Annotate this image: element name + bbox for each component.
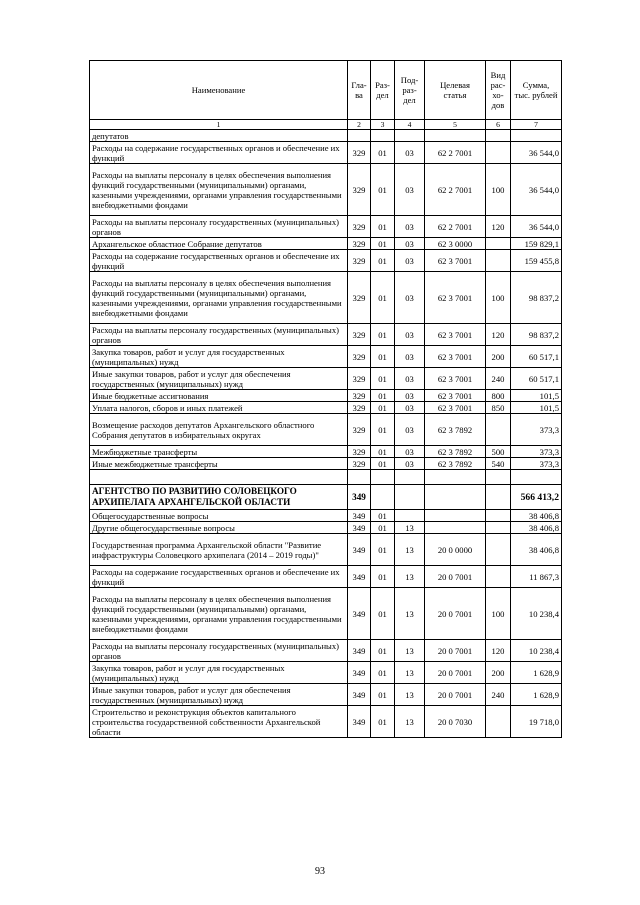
cell-chapter: 329 [348,446,371,458]
cell-amount: 373,3 [511,414,562,446]
cell-name: Расходы на выплаты персоналу государственных (муниципальных) органов [90,324,348,346]
cell-chapter: 329 [348,272,371,324]
header-chapter-text: Гла- ва [351,80,367,100]
cell-chapter: 329 [348,216,371,238]
cell-name: Иные межбюджетные трансферты [90,458,348,470]
column-number: 5 [425,120,486,130]
table-row [90,458,562,470]
table-body [90,130,562,738]
cell-subsection: 03 [395,446,425,458]
cell-name: Возмещение расходов депутатов Архангельского областного Собрания депутатов в избирательных округах [90,414,348,446]
cell-chapter: 349 [348,522,371,534]
cell-target: 20 0 7001 [425,588,486,640]
cell-expense-type: 540 [486,458,511,470]
cell-subsection: 03 [395,142,425,164]
cell-target: 20 0 0000 [425,534,486,566]
table-row [90,250,562,272]
cell-expense-type: 200 [486,662,511,684]
table-row [90,142,562,164]
cell-chapter: 329 [348,164,371,216]
cell-name: Общегосударственные вопросы [90,510,348,522]
cell-target: 62 2 7001 [425,216,486,238]
table-row [90,522,562,534]
table-row [90,390,562,402]
cell-target: 62 3 7001 [425,250,486,272]
cell-amount: 36 544,0 [511,216,562,238]
cell-expense-type [486,534,511,566]
cell-amount: 1 628,9 [511,662,562,684]
table-row [90,216,562,238]
cell-target: 62 3 7892 [425,458,486,470]
table-row [90,368,562,390]
cell-chapter: 349 [348,566,371,588]
cell-name: Расходы на выплаты персоналу государственных (муниципальных) органов [90,640,348,662]
cell-target [425,130,486,142]
table-row [90,238,562,250]
cell-target: 62 3 7001 [425,402,486,414]
cell-target: 20 0 7001 [425,684,486,706]
cell-subsection: 03 [395,390,425,402]
cell-chapter: 329 [348,250,371,272]
table-row [90,640,562,662]
cell-section: 01 [371,324,395,346]
header-target [425,61,486,120]
cell-amount: 11 867,3 [511,566,562,588]
cell-section: 01 [371,566,395,588]
cell-subsection: 13 [395,640,425,662]
cell-name: Расходы на содержание государственных органов и обеспечение их функций [90,142,348,164]
cell-section: 01 [371,446,395,458]
cell-chapter: 329 [348,368,371,390]
cell-target: 20 0 7001 [425,662,486,684]
cell-chapter: 329 [348,458,371,470]
cell-section: 01 [371,510,395,522]
cell-subsection: 13 [395,534,425,566]
table-row [90,446,562,458]
header-chapter [348,61,371,120]
column-number: 4 [395,120,425,130]
table-row [90,470,562,485]
table-row [90,346,562,368]
table-row [90,662,562,684]
cell-section: 01 [371,368,395,390]
cell-section [371,130,395,142]
cell-expense-type: 100 [486,272,511,324]
cell-amount: 1 628,9 [511,684,562,706]
cell-section: 01 [371,238,395,250]
cell-chapter: 349 [348,640,371,662]
cell-name: Расходы на выплаты персоналу государственных (муниципальных) органов [90,216,348,238]
cell-name: Расходы на выплаты персоналу в целях обеспечения выполнения функций государственными (муниципальными) органами, казенными учреждениями, органами управления государственными внебюджетными фондами [90,164,348,216]
cell-chapter: 329 [348,238,371,250]
table-row [90,324,562,346]
cell-target: 62 3 7892 [425,446,486,458]
cell-chapter: 329 [348,324,371,346]
cell-section: 01 [371,662,395,684]
cell-expense-type: 800 [486,390,511,402]
budget-table [89,60,562,738]
table-row [90,130,562,142]
header-target-text: Целевая статья [440,80,470,100]
cell-section [371,485,395,510]
cell-name: Расходы на выплаты персоналу в целях обеспечения выполнения функций государственными (муниципальными) органами, казенными учреждениями, органами управления государственными внебюджетными фондами [90,588,348,640]
cell-target [425,470,486,485]
cell-section: 01 [371,522,395,534]
table-row [90,684,562,706]
cell-amount: 159 829,1 [511,238,562,250]
table-header-row [90,61,562,120]
cell-name: АГЕНТСТВО ПО РАЗВИТИЮ СОЛОВЕЦКОГО АРХИПЕЛАГА АРХАНГЕЛЬСКОЙ ОБЛАСТИ [90,485,348,510]
cell-amount: 60 517,1 [511,368,562,390]
cell-name: Уплата налогов, сборов и иных платежей [90,402,348,414]
cell-subsection: 03 [395,216,425,238]
cell-chapter: 349 [348,706,371,738]
cell-expense-type [486,470,511,485]
cell-name: Расходы на содержание государственных органов и обеспечение их функций [90,250,348,272]
cell-subsection: 03 [395,458,425,470]
cell-chapter [348,130,371,142]
table-row [90,534,562,566]
cell-target [425,485,486,510]
cell-amount: 36 544,0 [511,142,562,164]
cell-section: 01 [371,164,395,216]
cell-name: депутатов [90,130,348,142]
cell-chapter: 329 [348,142,371,164]
table-row [90,588,562,640]
cell-subsection: 03 [395,164,425,216]
cell-expense-type [486,414,511,446]
cell-name: Закупка товаров, работ и услуг для государственных (муниципальных) нужд [90,346,348,368]
cell-target: 20 0 7001 [425,566,486,588]
column-number: 6 [486,120,511,130]
cell-target: 62 3 7001 [425,272,486,324]
cell-name: Расходы на содержание государственных органов и обеспечение их функций [90,566,348,588]
cell-expense-type [486,510,511,522]
cell-target: 20 0 7001 [425,640,486,662]
cell-name: Архангельское областное Собрание депутатов [90,238,348,250]
cell-amount: 19 718,0 [511,706,562,738]
cell-section: 01 [371,706,395,738]
cell-name: Строительство и реконструкция объектов капитального строительства государственной собственности Архангельской области [90,706,348,738]
cell-section: 01 [371,588,395,640]
cell-target: 62 3 7001 [425,390,486,402]
cell-expense-type [486,142,511,164]
cell-name: Межбюджетные трансферты [90,446,348,458]
column-number: 1 [90,120,348,130]
cell-section: 01 [371,684,395,706]
cell-subsection: 03 [395,346,425,368]
cell-chapter: 349 [348,485,371,510]
cell-chapter: 329 [348,414,371,446]
cell-subsection: 03 [395,402,425,414]
cell-target: 62 3 7001 [425,368,486,390]
cell-target: 62 2 7001 [425,142,486,164]
cell-expense-type: 120 [486,324,511,346]
header-name-text: Наименование [191,85,246,95]
cell-amount [511,470,562,485]
cell-amount: 373,3 [511,458,562,470]
table-row [90,566,562,588]
cell-chapter: 349 [348,534,371,566]
cell-chapter: 349 [348,510,371,522]
cell-expense-type: 100 [486,164,511,216]
column-number: 2 [348,120,371,130]
column-number: 3 [371,120,395,130]
cell-expense-type [486,566,511,588]
cell-section: 01 [371,458,395,470]
cell-chapter: 329 [348,390,371,402]
cell-amount: 38 406,8 [511,522,562,534]
cell-subsection [395,130,425,142]
header-section-text: Раз- дел [375,80,390,100]
table-row [90,485,562,510]
cell-amount: 38 406,8 [511,510,562,522]
cell-amount: 60 517,1 [511,346,562,368]
cell-section: 01 [371,414,395,446]
column-number-row [90,120,562,130]
cell-subsection: 03 [395,272,425,324]
cell-target: 62 3 0000 [425,238,486,250]
cell-name: Иные бюджетные ассигнования [90,390,348,402]
cell-subsection: 13 [395,566,425,588]
cell-subsection [395,470,425,485]
cell-section: 01 [371,216,395,238]
cell-subsection: 03 [395,324,425,346]
cell-name: Расходы на выплаты персоналу в целях обеспечения выполнения функций государственными (муниципальными) органами, казенными учреждениями, органами управления государственными внебюджетными фондами [90,272,348,324]
header-expense-type [486,61,511,120]
cell-section: 01 [371,346,395,368]
cell-subsection: 03 [395,238,425,250]
cell-name: Иные закупки товаров, работ и услуг для обеспечения государственных (муниципальных) нужд [90,368,348,390]
table-row [90,510,562,522]
cell-section: 01 [371,402,395,414]
cell-target: 62 3 7892 [425,414,486,446]
cell-chapter: 329 [348,346,371,368]
cell-target: 62 3 7001 [425,346,486,368]
header-amount-text: Сумма, тыс. рублей [514,80,558,100]
cell-subsection: 13 [395,588,425,640]
cell-amount: 98 837,2 [511,324,562,346]
header-section [371,61,395,120]
cell-expense-type [486,706,511,738]
cell-name [90,470,348,485]
cell-amount: 10 238,4 [511,588,562,640]
cell-subsection: 13 [395,706,425,738]
cell-expense-type: 240 [486,684,511,706]
cell-section: 01 [371,250,395,272]
cell-amount: 101,5 [511,390,562,402]
cell-section: 01 [371,534,395,566]
table-row [90,414,562,446]
cell-target: 62 2 7001 [425,164,486,216]
cell-amount: 38 406,8 [511,534,562,566]
cell-expense-type [486,522,511,534]
cell-expense-type [486,130,511,142]
header-subsection-text: Под- раз- дел [400,75,419,105]
cell-chapter: 349 [348,662,371,684]
header-name [90,61,348,120]
cell-expense-type: 120 [486,640,511,662]
cell-chapter [348,470,371,485]
cell-expense-type [486,485,511,510]
column-number: 7 [511,120,562,130]
cell-amount: 159 455,8 [511,250,562,272]
cell-subsection: 13 [395,662,425,684]
cell-expense-type: 100 [486,588,511,640]
header-amount [511,61,562,120]
cell-target: 62 3 7001 [425,324,486,346]
cell-subsection: 03 [395,250,425,272]
header-subsection [395,61,425,120]
cell-expense-type: 240 [486,368,511,390]
cell-amount: 10 238,4 [511,640,562,662]
cell-subsection: 03 [395,368,425,390]
cell-name: Государственная программа Архангельской области "Развитие инфраструктуры Соловецкого архипелага (2014 – 2019 годы)" [90,534,348,566]
cell-chapter: 349 [348,684,371,706]
cell-amount: 36 544,0 [511,164,562,216]
cell-expense-type [486,250,511,272]
cell-expense-type: 850 [486,402,511,414]
cell-amount: 98 837,2 [511,272,562,324]
cell-target: 20 0 7030 [425,706,486,738]
cell-amount [511,130,562,142]
cell-section: 01 [371,272,395,324]
header-expense-type-text: Вид рас- хо- дов [490,70,506,110]
cell-section [371,470,395,485]
cell-subsection [395,485,425,510]
cell-subsection: 13 [395,684,425,706]
cell-amount: 101,5 [511,402,562,414]
cell-subsection: 03 [395,414,425,446]
cell-section: 01 [371,640,395,662]
cell-expense-type: 500 [486,446,511,458]
cell-amount: 566 413,2 [511,485,562,510]
cell-section: 01 [371,390,395,402]
cell-target [425,522,486,534]
cell-expense-type: 120 [486,216,511,238]
table-row [90,706,562,738]
table-row [90,164,562,216]
cell-name: Иные закупки товаров, работ и услуг для обеспечения государственных (муниципальных) нужд [90,684,348,706]
cell-name: Другие общегосударственные вопросы [90,522,348,534]
cell-name: Закупка товаров, работ и услуг для государственных (муниципальных) нужд [90,662,348,684]
table-row [90,402,562,414]
cell-chapter: 329 [348,402,371,414]
cell-target [425,510,486,522]
cell-expense-type [486,238,511,250]
table-row [90,272,562,324]
page-number: 93 [315,866,325,877]
cell-subsection: 13 [395,522,425,534]
cell-amount: 373,3 [511,446,562,458]
cell-section: 01 [371,142,395,164]
cell-chapter: 349 [348,588,371,640]
cell-expense-type: 200 [486,346,511,368]
cell-subsection [395,510,425,522]
